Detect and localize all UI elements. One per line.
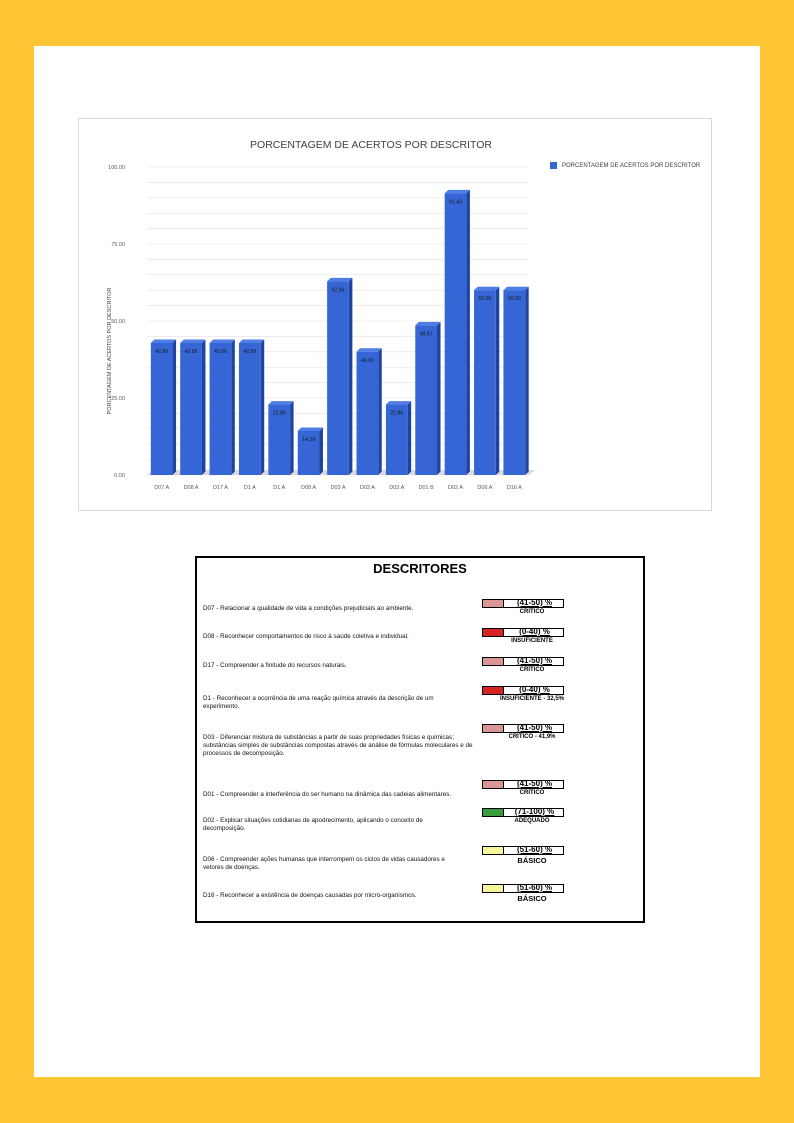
bar-top xyxy=(474,287,499,291)
level-range: (41-50) % xyxy=(516,723,553,732)
data-label: 62.86 xyxy=(331,287,345,294)
bar-side xyxy=(408,401,412,475)
bar-top xyxy=(445,190,470,194)
bar-side xyxy=(319,427,323,475)
bar-side xyxy=(466,190,470,475)
bar xyxy=(151,343,173,475)
level-label: ADEQUADO xyxy=(514,818,550,824)
level-color xyxy=(483,725,504,732)
bar-top xyxy=(268,401,293,405)
level-label: INSUFICIENTE xyxy=(511,638,553,644)
level-range: (0-40) % xyxy=(519,627,550,636)
level-range: (41-50) % xyxy=(516,779,553,788)
level-range: (51-60) % xyxy=(516,845,553,854)
level-range: (0-40) % xyxy=(519,685,550,694)
data-label: 60.00 xyxy=(507,296,521,303)
bar-side xyxy=(202,339,206,475)
bar-side xyxy=(261,339,265,475)
x-tick-label: D07 A xyxy=(154,485,170,491)
data-label: 42.86 xyxy=(213,348,227,355)
bar xyxy=(357,352,379,475)
bar xyxy=(474,290,496,475)
bar xyxy=(415,325,437,475)
level-label: CRÍTICO xyxy=(519,790,545,796)
y-axis-label: PORCENTAGEM DE ACERTOS POR DESCRITOR xyxy=(107,287,113,415)
bar-top xyxy=(415,322,440,326)
descriptor-text: D08 - Reconhecer comportamentos de risco à saúde coletiva e individual. xyxy=(203,633,409,640)
y-tick-label: 25.00 xyxy=(111,396,125,402)
level-label: BÁSICO xyxy=(517,894,547,903)
descriptor-text: D01 - Compreender a interferência do ser humano na dinâmica das cadeias alimentares. xyxy=(203,791,452,798)
level-color xyxy=(483,847,504,854)
bar-top xyxy=(210,339,235,343)
bar xyxy=(239,343,261,475)
level-range: (41-50) % xyxy=(516,598,553,607)
x-tick-label: D03 A xyxy=(389,485,405,491)
bar-top xyxy=(298,427,323,431)
page-sheet xyxy=(34,46,760,1077)
bar xyxy=(210,343,232,475)
data-label: 91.43 xyxy=(449,199,463,206)
y-tick-label: 0.00 xyxy=(114,473,125,479)
level-range: (51-60) % xyxy=(516,883,553,892)
data-label: 42.86 xyxy=(184,348,198,355)
bar-side xyxy=(496,287,500,475)
descriptors-title: DESCRITORES xyxy=(373,561,467,576)
level-label: BÁSICO xyxy=(517,856,547,865)
chart-canvas xyxy=(79,119,713,512)
descriptors-panel xyxy=(195,556,645,923)
level-range: (41-50) % xyxy=(516,656,553,665)
x-tick-label: D03 A xyxy=(330,485,346,491)
legend-label: PORCENTAGEM DE ACERTOS POR DESCRITOR xyxy=(562,162,701,169)
data-label: 42.86 xyxy=(243,348,257,355)
y-tick-label: 50.00 xyxy=(111,319,125,325)
bar-side xyxy=(173,339,177,475)
x-tick-label: D03 A xyxy=(359,485,375,491)
bar-top xyxy=(503,287,528,291)
level-bar xyxy=(482,686,564,695)
x-tick-label: D1 A xyxy=(243,485,256,491)
chart-legend xyxy=(550,162,700,169)
level-label: CRÍTICO xyxy=(519,667,545,673)
y-tick-label: 100.00 xyxy=(108,165,125,171)
bar-top xyxy=(357,348,382,352)
descriptor-text: D16 - Reconhecer a existência de doenças causadas por micro-organismos. xyxy=(203,892,417,899)
x-tick-label: D08 A xyxy=(301,485,317,491)
data-label: 22.86 xyxy=(272,410,286,417)
legend-swatch xyxy=(550,162,557,169)
level-range: (71-100) % xyxy=(514,807,555,816)
data-label: 40.00 xyxy=(360,357,374,364)
bar xyxy=(180,343,202,475)
data-label: 60.00 xyxy=(478,296,492,303)
descriptor-text: D06 - Compreender ações humanas que interrompem os ciclos de vidas causadores e vetores de doenças. xyxy=(203,856,445,871)
level-bar xyxy=(482,884,564,893)
level-bar xyxy=(482,808,564,817)
chart-title: PORCENTAGEM DE ACERTOS POR DESCRITOR xyxy=(250,139,492,151)
descriptor-text: D03 - Diferenciar mistura de substâncias a partir de suas propriedades físicas e químicas; substâncias simples de substâncias compostas através de análise de fórmulas moleculares e de processos de decomposição. xyxy=(203,734,473,757)
data-label: 14.29 xyxy=(302,436,316,443)
bar-top xyxy=(386,401,411,405)
level-color xyxy=(483,781,504,788)
level-bar xyxy=(482,657,564,666)
bar-side xyxy=(290,401,294,475)
bar-side xyxy=(437,322,441,475)
bar-top xyxy=(327,278,352,282)
bar xyxy=(445,193,467,475)
x-tick-label: D02 A xyxy=(448,485,464,491)
level-color xyxy=(483,885,504,892)
x-tick-label: D1 A xyxy=(273,485,286,491)
level-bar xyxy=(482,724,564,733)
x-tick-label: D08 A xyxy=(183,485,199,491)
bar-chart xyxy=(78,118,712,511)
descriptor-text: D1 - Reconhecer a ocorrência de uma reação química através da descrição de um experimento. xyxy=(203,695,434,710)
bar-top xyxy=(239,339,264,343)
descriptor-text: D07 - Relacionar a qualidade de vida a condições prejudiciais ao ambiente. xyxy=(203,605,414,612)
level-label: INSUFICIENTE - 32,5% xyxy=(499,696,564,702)
x-tick-label: D06 A xyxy=(477,485,493,491)
level-color xyxy=(483,658,504,665)
level-bar xyxy=(482,599,564,608)
bar-side xyxy=(349,278,353,475)
level-color xyxy=(483,687,504,694)
x-tick-label: D16 A xyxy=(506,485,522,491)
x-tick-label: D01 B xyxy=(418,485,434,491)
data-label: 22.86 xyxy=(390,410,404,417)
level-color xyxy=(483,629,504,636)
data-label: 48.57 xyxy=(419,331,433,338)
bar-side xyxy=(231,339,235,475)
bar-top xyxy=(151,339,176,343)
bar-side xyxy=(525,287,529,475)
level-color xyxy=(483,600,504,607)
bar xyxy=(327,281,349,475)
x-tick-label: D17 A xyxy=(212,485,228,491)
descriptor-text: D02 - Explicar situações cotidianas de apodrecimento, aplicando o conceito de decomposição. xyxy=(203,817,423,832)
bar-top xyxy=(180,339,205,343)
level-color xyxy=(483,809,504,816)
bar xyxy=(503,290,525,475)
level-bar xyxy=(482,780,564,789)
data-label: 42.86 xyxy=(155,348,169,355)
y-tick-label: 75.00 xyxy=(111,242,125,248)
descriptor-text: D17 - Compreender a finitude do recursos naturais. xyxy=(203,662,347,669)
bar-side xyxy=(378,348,382,475)
level-bar xyxy=(482,846,564,855)
level-label: CRÍTICO xyxy=(519,609,545,615)
level-bar xyxy=(482,628,564,637)
level-label: CRÍTICO - 41,9% xyxy=(508,734,556,740)
